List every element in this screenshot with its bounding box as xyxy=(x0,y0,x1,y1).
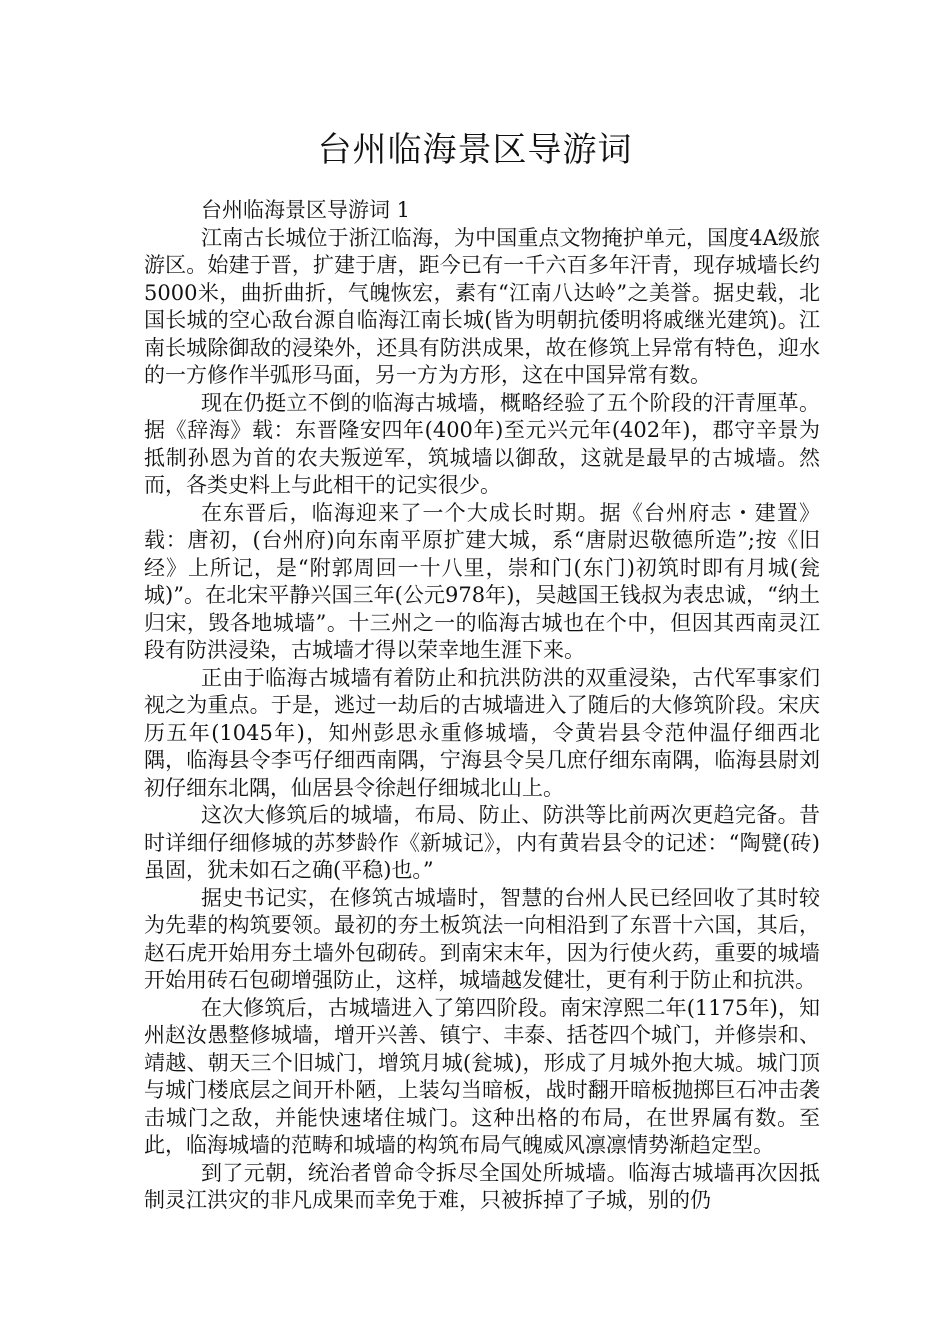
paragraph-2: 现在仍挺立不倒的临海古城墙，概略经验了五个阶段的汗青厘革。据《辞海》载：东晋隆安四年(400年)至元兴元年(402年)，郡守辛景为抵制孙恩为首的农夫叛逆军，筑城墙以御敌，这就是最早的古城墙。然而，各类史料上与此相干的记实很少。 xyxy=(144,390,820,497)
paragraph-5: 这次大修筑后的城墙，布局、防止、防洪等比前两次更趋完备。昔时详细仔细修城的苏梦龄作《新城记》，内有黄岩县令的记述：“陶甓(砖)虽固，犹未如石之确(平稳)也。” xyxy=(144,803,820,882)
paragraph-1: 江南古长城位于浙江临海，为中国重点文物掩护单元，国度4A级旅游区。始建于晋，扩建于唐，距今已有一千六百多年汗青，现存城墙长约5000米，曲折曲折，气魄恢宏，素有“江南八达岭”之美誉。据史载，北国长城的空心敌台源自临海江南长城(皆为明朝抗倭明将戚继光建筑)。江南长城除御敌的浸染外，还具有防洪成果，故在修筑上异常有特色，迎水的一方修作半弧形马面，另一方为方形，这在中国异常有数。 xyxy=(144,225,820,387)
paragraph-3: 在东晋后，临海迎来了一个大成长时期。据《台州府志・建置》载：唐初，(台州府)向东南平原扩建大城，系“唐尉迟敬德所造”;按《旧经》上所记，是“附郭周回一十八里，崇和门(东门)初筑时即有月城(瓮城)”。在北宋平静兴国三年(公元978年)，吴越国王钱叔为表忠诚，“纳土归宋，毁各地城墙”。十三州之一的临海古城也在个中，但因其西南灵江段有防洪浸染，古城墙才得以荣幸地生涯下来。 xyxy=(144,500,820,662)
document-body xyxy=(144,197,820,1215)
document-title: 台州临海景区导游词 xyxy=(317,130,633,170)
paragraph-4: 正由于临海古城墙有着防止和抗洪防洪的双重浸染，古代军事家们视之为重点。于是，逃过一劫后的古城墙进入了随后的大修筑阶段。宋庆历五年(1045年)，知州彭思永重修城墙，令黄岩县令范仲温仔细西北隅，临海县令李丐仔细西南隅，宁海县令吴几庶仔细东南隅，临海县尉刘初仔细东北隅，仙居县令徐赳仔细城北山上。 xyxy=(144,665,820,800)
paragraph-6: 据史书记实，在修筑古城墙时，智慧的台州人民已经回收了其时较为先辈的构筑要领。最初的夯土板筑法一向相沿到了东晋十六国，其后，赵石虎开始用夯土墙外包砌砖。到南宋末年，因为行使火药，重要的城墙开始用砖石包砌增强防止，这样，城墙越发健壮，更有利于防止和抗洪。 xyxy=(144,885,820,992)
paragraph-7: 在大修筑后，古城墙进入了第四阶段。南宋淳熙二年(1175年)，知州赵汝愚整修城墙，增开兴善、镇宁、丰泰、括苍四个城门，并修崇和、靖越、朝天三个旧城门，增筑月城(瓮城)，形成了月城外抱大城。城门顶与城门楼底层之间开朴陋，上装勾当暗板，战时翻开暗板抛掷巨石冲击袭击城门之敌，并能快速堵住城门。这种出格的布局，在世界属有数。至此，临海城墙的范畴和城墙的构筑布局气魄威风凛凛情势渐趋定型。 xyxy=(144,995,820,1157)
paragraph-8: 到了元朝，统治者曾命令拆尽全国处所城墙。临海古城墙再次因抵制灵江洪灾的非凡成果而幸免于难，只被拆掉了子城，别的仍 xyxy=(144,1160,820,1212)
section-subtitle: 台州临海景区导游词 1 xyxy=(201,198,411,222)
